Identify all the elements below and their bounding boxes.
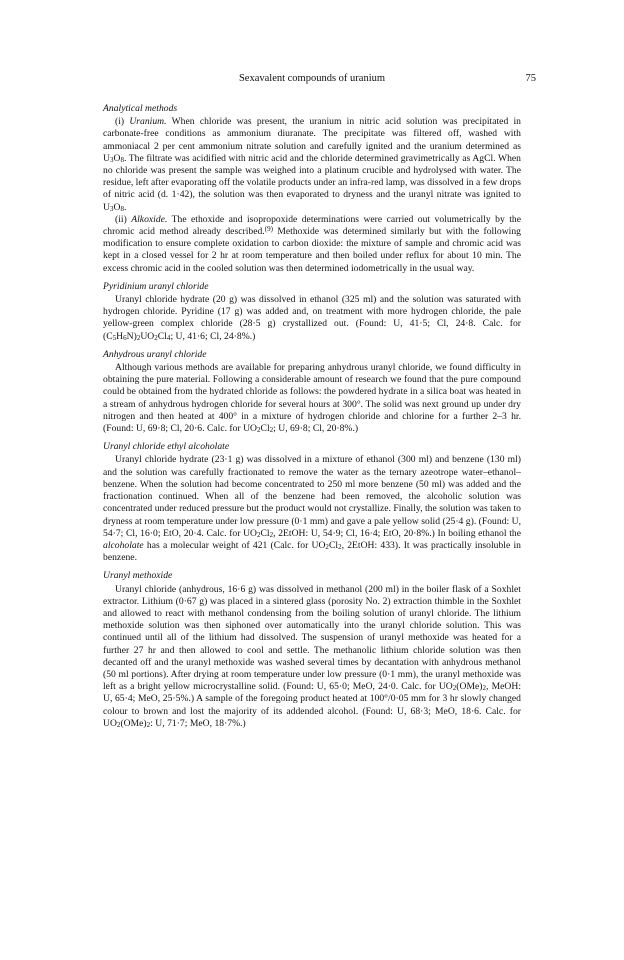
text-run: N): [126, 330, 137, 342]
paragraph-alkoxide: [103, 214, 521, 275]
text-run: Uranyl chloride (anhydrous, 16·6 g) was dissolved in methanol (200 ml) in the boiler flask of a Soxhlet extractor. Lithium (0·67 g) was placed in a sintered glass (porosity No. 2) extraction thimble in the Soxhlet and allowed to react with methanol condensing from the boiling solution of uranyl chloride. The lithium methoxide solution was then siphoned over automatically into the uranyl chloride solution. This was continued until all of the lithium had dissolved. The suspension of uranyl methoxide was heated for a further 27 hr and then allowed to cool and settle. The methanolic lithium chloride solution was then decanted off and the uranyl methoxide was washed several times by decantation with anhydrous methanol (50 ml portions). After drying at room temperature under low pressure (0·1 mm), the uranyl methoxide was left as a bright yellow microcrystalline solid. (Found: U, 65·0; MeO, 24·0. Calc. for UO: [103, 583, 521, 693]
text-run: : U, 71·7; MeO, 18·7%.): [150, 717, 246, 729]
section-pyridinium-uranyl-chloride: [103, 281, 521, 343]
text-run: Cl: [260, 527, 270, 539]
text-run: Methoxide was determined similarly but with the following modification to ensure complete oxidation to carbon dioxide: the mixture of sample and chromic acid was kept in a closed vessel for 2 hr at room temperature and then boiled under reflux for about 10 min. The excess chromic acid in the cooled solution was then determined iodometrically in the usual way.: [103, 226, 521, 274]
subscript: 2: [257, 426, 261, 435]
subscript: 2: [256, 530, 261, 539]
page-number: 75: [525, 73, 536, 84]
subscript: 2: [154, 333, 158, 342]
subscript: 2: [338, 542, 342, 551]
item-number: (i): [115, 116, 130, 128]
text-run: When chloride was present, the uranium in nitric acid solution was precipitated in carbonate-free conditions as ammonium diuranate. The precipitate was filtered off, washed with ammoniacal 2 per cent ammonium nitrate solution and carefully ignited and the uranium determined as U: [103, 116, 521, 164]
text-run: , 2EtOH: 433). It was practically insoluble in benzene.: [103, 539, 521, 564]
subscript: 6: [123, 333, 127, 342]
text-run: O: [113, 152, 121, 164]
subscript: 3: [109, 204, 114, 213]
paragraph: [103, 584, 521, 730]
text-run: ; U, 41·6; Cl, 24·8%.): [170, 330, 256, 342]
text-run: , 2EtOH: U, 54·9; Cl, 16·4; EtO, 20·8%.) In boiling ethanol the: [273, 527, 521, 539]
text-run: . The filtrate was acidified with nitric acid and the chloride determined gravimetrically as AgCl. When no chloride was present the sample was weighed into a platinum crucible and hydrolysed with water. The residue, left after evaporating off the volatile products under an infra-red lamp, was dissolved in a few drops of nitric acid (d. 1·42), the solution was then evaporated to dryness and the uranyl nitrate was ignited to U: [103, 152, 521, 213]
text-run: H: [116, 330, 124, 342]
section-heading: Pyridinium uranyl chloride: [103, 280, 209, 292]
text-run: Cl: [328, 539, 339, 551]
subscript: 2: [325, 542, 329, 551]
text-run: UO: [140, 330, 155, 342]
subscript: 8: [120, 155, 124, 164]
subscript: 5: [112, 333, 117, 342]
text-run: Cl: [260, 423, 270, 435]
subscript: 2: [269, 530, 274, 539]
paragraph: [103, 454, 521, 564]
text-run: Uranyl chloride hydrate (20 g) was dissolved in ethanol (325 ml) and the solution was saturated with hydrogen chloride. Pyridine (17 g) was added and, on treatment with more hydrogen chloride, the pale yellow-green complex chloride (28·5 g) crystallized out. (Found: U, 41·5; Cl, 24·8. Calc. for (C: [103, 294, 521, 342]
running-head: [0, 71, 624, 87]
subscript: 2: [269, 426, 274, 435]
paragraph-uranium: [103, 116, 521, 214]
subscript: 2: [146, 720, 151, 729]
subscript: 8: [120, 204, 124, 213]
text-run: Cl: [157, 330, 167, 342]
section-uranyl-methoxide: [103, 570, 521, 730]
paragraph: [103, 294, 521, 343]
running-title: Sexavalent compounds of uranium: [238, 73, 386, 84]
section-heading: Uranyl chloride ethyl alcoholate: [103, 441, 230, 453]
paragraph: [103, 362, 521, 435]
text-run: The ethoxide and isopropoxide determinations were carried out volumetrically by the chromic acid method already described.: [103, 213, 521, 238]
subscript: 2: [482, 684, 487, 693]
subscript: 3: [109, 155, 114, 164]
section-uranyl-chloride-ethyl-alcoholate: [103, 441, 521, 564]
section-heading: Analytical methods: [103, 103, 178, 114]
subscript: 2: [116, 720, 121, 729]
section-heading: Anhydrous uranyl chloride: [103, 348, 207, 360]
section-anhydrous-uranyl-chloride: [103, 349, 521, 435]
article-body: [103, 103, 521, 730]
text-run: Although various methods are available for preparing anhydrous uranyl chloride, we found difficulty in obtaining the pure material. Following a considerable amount of research we found that the pure compound could be obtained from the hydrated chloride as follows: the powdered hydrate in a silica boat was heated in a stream of anhydrous hydrogen chloride for several hours at 300°. The solid was next ground up under dry nitrogen and then heated at 400° in a mixture of hydrogen chloride and chlorine for a further 2–3 hr. (Found: U, 69·8; Cl, 20·6. Calc. for UO: [103, 362, 521, 435]
text-run: , MeOH: U, 65·4; MeO, 25·5%.) A sample of the foregoing product heated at 100°/0·05 mm for 3 hr slowly changed colour to brown and lost the majority of its addended alcohol. (Found: U, 68·3; MeO, 18·6. Calc. for UO: [103, 681, 522, 729]
text-run: has a molecular weight of 421 (Calc. for UO: [143, 539, 326, 551]
text-run: (OMe): [456, 681, 483, 693]
section-heading: Uranyl methoxide: [103, 570, 173, 582]
reference-marker: (9): [264, 225, 273, 234]
subscript: 4: [166, 333, 171, 342]
text-run: O: [113, 201, 121, 213]
text-run: .: [123, 201, 127, 213]
item-number: (ii): [115, 213, 132, 225]
text-run: ; U, 69·8; Cl, 20·8%.): [273, 423, 359, 435]
item-label: Alkoxide.: [131, 213, 168, 225]
text-run: (OMe): [120, 717, 147, 729]
subscript: 2: [452, 684, 457, 693]
item-label: Uranium.: [129, 116, 167, 128]
text-run: Uranyl chloride hydrate (23·1 g) was dissolved in a mixture of ethanol (300 ml) and benzene (130 ml) and the solution was carefully fractionated to remove the water as the ternary azeotrope water–ethanol–benzene. When the solution had become concentrated to 250 ml more benzene (50 ml) was added and the fractionation continued. When all of the benzene had been removed, the alcoholic solution was concentrated under reduced pressure but the product would not crystallize. Finally, the solution was taken to dryness at room temperature under low pressure (0·1 mm) and gave a pale yellow solid (25·4 g). (Found: U, 54·7; Cl, 16·0; EtO, 20·4. Calc. for UO: [103, 454, 521, 539]
emphasis: alcoholate: [103, 539, 144, 551]
section-analytical-methods: [103, 103, 521, 275]
subscript: 2: [136, 333, 141, 342]
